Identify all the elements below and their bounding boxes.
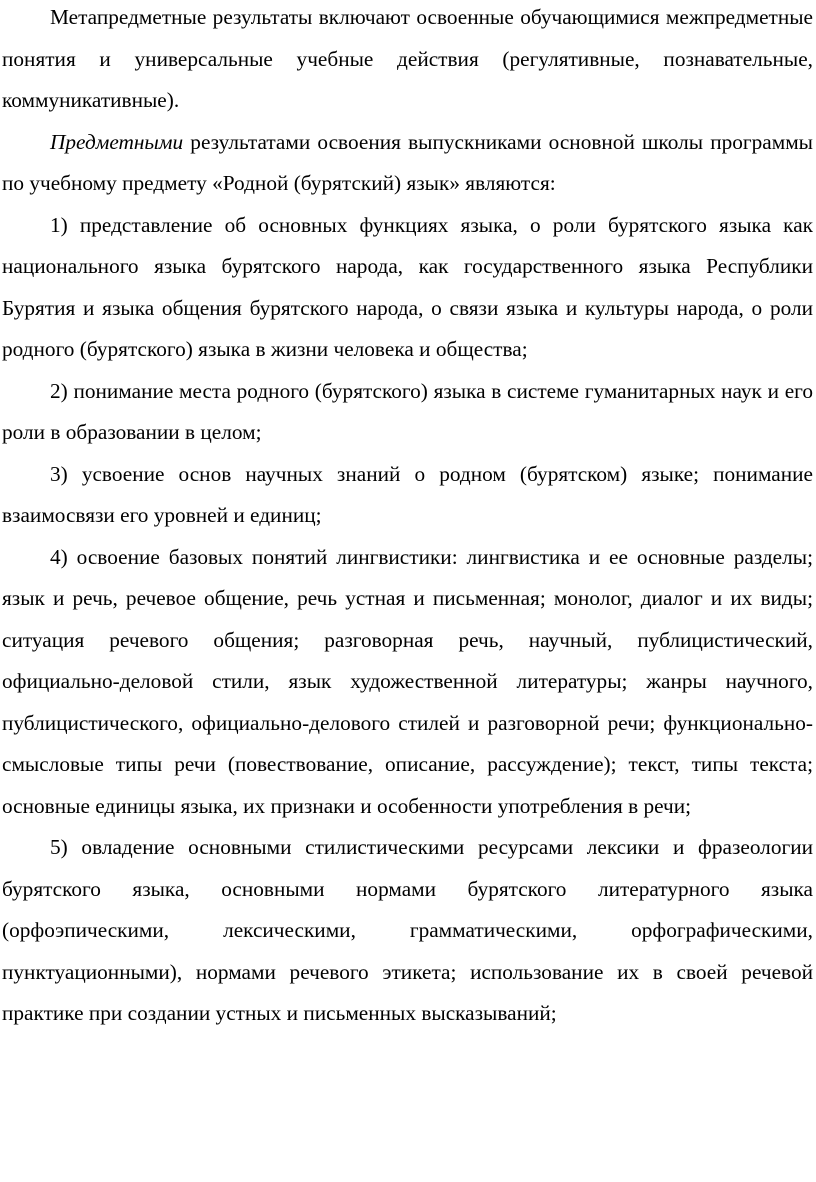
italic-lead-term: Предметными bbox=[50, 129, 184, 154]
list-item-2: 2) понимание места родного (бурятского) языка в системе гуманитарных наук и его роли в образовании в целом; bbox=[2, 378, 813, 444]
paragraph-subject-results-text: результатами освоения выпускниками основной школы программы по учебному предмету «Родной (бурятский) язык» являются: bbox=[2, 129, 813, 195]
list-item-5: 5) овладение основными стилистическими ресурсами лексики и фразеологии бурятского языка, основными нормами бурятского литературного языка (орфоэпическими, лексическими, грамматическими, орфографическими, пунктуационными), нормами речевого этикета; использование их в своей речевой практике при создании устных и письменных высказываний; bbox=[2, 835, 813, 1025]
list-item-3: 3) усвоение основ научных знаний о родном (бурятском) языке; понимание взаимосвязи его уровней и единиц; bbox=[2, 461, 813, 527]
list-item-1: 1) представление об основных функциях языка, о роли бурятского языка как национального языка бурятского народа, как государственного языка Республики Бурятия и языка общения бурятского народа, о связи языка и культуры народа, о роли родного (бурятского) языка в жизни человека и общества; bbox=[2, 212, 813, 361]
paragraph-metasubject-results: Метапредметные результаты включают освоенные обучающимися межпредметные понятия и универсальные учебные действия (регулятивные, познавательные, коммуникативные). bbox=[2, 5, 813, 112]
paragraph-subject-results-intro bbox=[2, 122, 813, 205]
list-item-4: 4) освоение базовых понятий лингвистики: лингвистика и ее основные разделы; язык и речь, речевое общение, речь устная и письменная; монолог, диалог и их виды; ситуация речевого общения; разговорная речь, научный, публицистический, официально-деловой стили, язык художественной литературы; жанры научного, публицистического, официально-делового стилей и разговорной речи; функционально-смысловые типы речи (повествование, описание, рассуждение); текст, типы текста; основные единицы языка, их признаки и особенности употребления в речи; bbox=[2, 544, 813, 818]
